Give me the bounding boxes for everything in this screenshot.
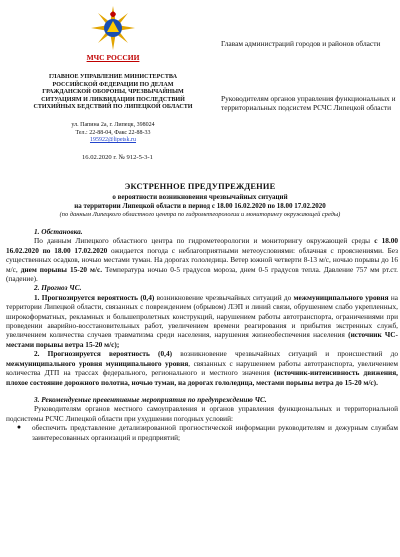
text-run: на территории Липецкой области, связанных с повреждением (обрывом) ЛЭП и линий связи, обрушением слабо укрепленных, широкоформатных, рекламных и большепролетных конструкций, нарушением работы автотранспорта, ограничениями при проведении аварийно-восстановительных работ, увеличением времени реагирования и прибытия экстренных служб, увеличением количества случаев травматизма среди населения, нарушения жизнеобеспечения населения <box>6 292 398 340</box>
level-2: межмуниципального уровня муниципального уровня <box>6 358 189 368</box>
recipient-managers: Руководителям органов управления функциональных и территориальных подсистем РСЧС Липецкой области <box>221 94 396 112</box>
document-title: ЭКСТРЕННОЕ ПРЕДУПРЕЖДЕНИЕ <box>124 182 276 191</box>
org-phone: Тел.: 22-88-04, Факс 22-88-33 <box>75 129 151 136</box>
text-run: ожидается погода с неблагоприятными метеоусловиями: облачная с прояснениями. Без существенных осадков, ночью местами туман. На дорогах гололедица. Ветер южной четверти 8-13 м/с, ночью порывы до 16 м/с, <box>6 245 398 274</box>
org-full-name: ГЛАВНОЕ УПРАВЛЕНИЕ МИНИСТЕРСТВА РОССИЙСКОЙ ФЕДЕРАЦИИ ПО ДЕЛАМ ГРАЖДАНСКОЙ ОБОРОНЫ, ЧРЕЗВЫЧАЙНЫМ СИТУАЦИЯМ И ЛИКВИДАЦИИ ПОСЛЕДСТВИЙ СТИХИЙНЫХ БЕДСТВИЙ ПО ЛИПЕЦКОЙ ОБЛАСТИ <box>33 74 193 111</box>
document-period: на территории Липецкой области в период с 18.00 16.02.2020 по 18.00 17.02.2020 <box>74 202 326 210</box>
list-item <box>6 423 398 442</box>
org-contacts <box>30 122 196 145</box>
probability-2: 2. Прогнозируется вероятность (0,4) <box>34 349 173 359</box>
text-run: Температура ночью 0-5 градусов мороза, днем 0-5 градусов тепла. Давление 757 мм рт.ст.(падение). <box>6 264 398 284</box>
source-1: (источник ЧС-местами порывы ветра 15-20 м/с); <box>6 330 398 349</box>
text-run: , связанных с нарушением работы автотранспорта, увеличением количества ДТП на трассах федерального, регионального и местного значения <box>6 358 398 378</box>
text-run: По данным Липецкого областного центра по гидрометеорологии и мониторингу окружающей среды <box>34 236 375 246</box>
mchs-emblem-icon <box>88 4 138 52</box>
forecast-item-1 <box>6 293 398 349</box>
org-email-link[interactable]: 195922@lipetsk.ru <box>89 137 137 144</box>
section-1-heading: 1. Обстановка. <box>34 227 83 236</box>
recipient-heads: Главам администраций городов и районов области <box>221 39 381 48</box>
org-address: ул. Папина 2а, г. Липецк, 398024 <box>71 122 155 128</box>
probability-1: 1. Прогнозируется вероятность (0,4) <box>34 292 155 302</box>
document-body <box>6 227 398 442</box>
section-3-heading: 3. Рекомендуемые превентивные мероприятия по предупреждению ЧС. <box>34 394 267 404</box>
section-2-heading: 2. Прогноз ЧС. <box>34 283 82 293</box>
text-run: возникновение чрезвычайных ситуаций до <box>154 292 294 302</box>
org-short-name: МЧС РОССИИ <box>86 53 140 62</box>
list-item-text: обеспечить представление детализированной прогностической информации руководителям и дежурным службам заинтересованных организаций и предприятий; <box>32 423 398 442</box>
gust-highlight: днем порывы 15-20 м/с. <box>20 264 103 274</box>
section-3-paragraph: Руководителям органов местного самоуправления и органов управления функциональных и территориальной подсистемы РСЧС Липецкой области при ухудшении погодных условий: <box>6 404 398 423</box>
level-1: межмуниципального уровня <box>293 292 389 302</box>
forecast-period: с 18.00 16.02.2020 по 18.00 17.02.2020 <box>6 236 398 255</box>
forecast-item-2 <box>6 349 398 387</box>
bullet-icon: ● <box>16 423 22 432</box>
document-subtitle: о вероятности возникновения чрезвычайных ситуаций <box>112 193 288 201</box>
document-source: (по данным Липецкого областного центра по гидрометеорологии и мониторингу окружающей среды) <box>59 211 341 218</box>
text-run: возникновение чрезвычайных ситуаций и происшествий до <box>172 349 398 359</box>
section-1-paragraph <box>6 236 398 283</box>
document-number: 16.02.2020 г. № 912-5-3-1 <box>82 154 153 161</box>
source-2: (источник-интенсивность движения, плохое состояние дорожного полотна, ночью туман, на дорогах гололедица, местами порывы ветра до 15-20 м/с). <box>6 368 398 387</box>
